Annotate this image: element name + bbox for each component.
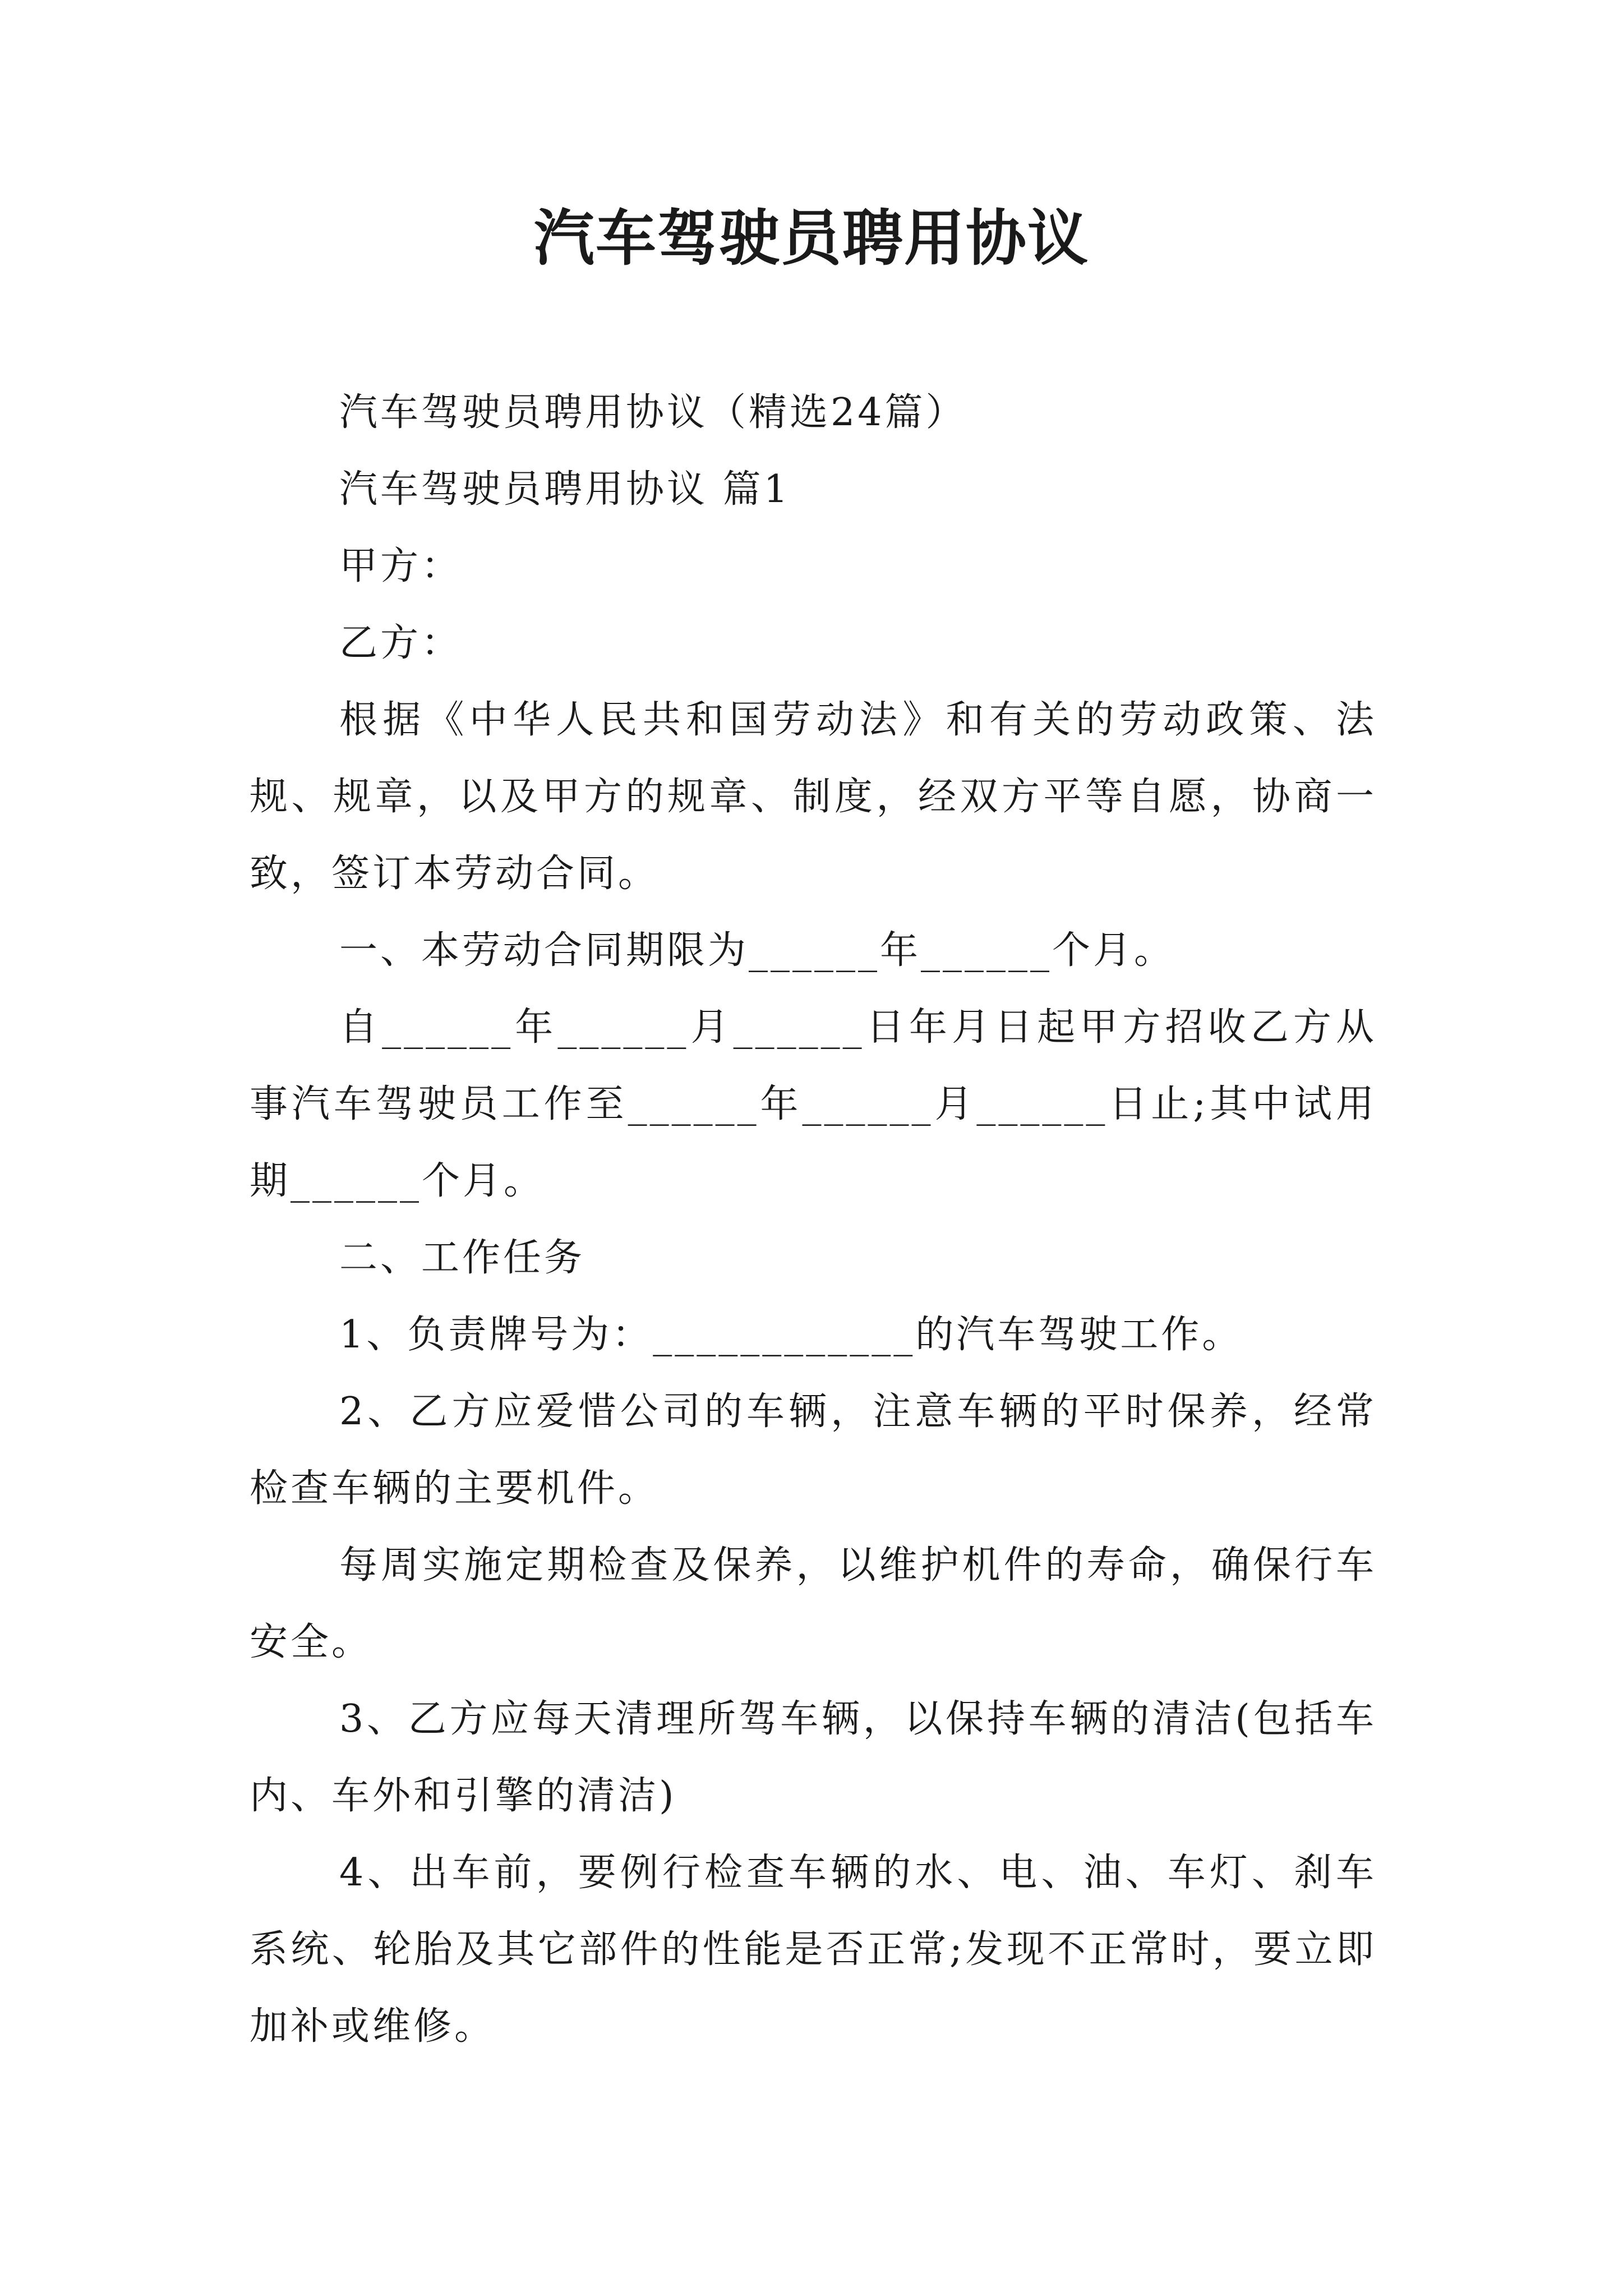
document-body <box>250 374 1377 2065</box>
paragraph-task-3: 3、乙方应每天清理所驾车辆，以保持车辆的清洁(包括车内、车外和引擎的清洁) <box>250 1697 1377 1818</box>
paragraph-section-heading: 汽车驾驶员聘用协议 篇1 <box>339 467 791 512</box>
paragraph-task-2: 2、乙方应爱惜公司的车辆，注意车辆的平时保养，经常检查车辆的主要机件。 <box>250 1389 1377 1511</box>
paragraph-dates: 自______年______月______日年月日起甲方招收乙方从事汽车驾驶员工作至______年______月______日止;其中试用期______个月。 <box>250 1005 1377 1203</box>
paragraph-tasks-heading: 二、工作任务 <box>339 1236 585 1280</box>
paragraph-task-4: 4、出车前，要例行检查车辆的水、电、油、车灯、刹车系统、轮胎及其它部件的性能是否正常;发现不正常时，要立即加补或维修。 <box>250 1851 1377 2049</box>
paragraph-preamble: 根据《中华人民共和国劳动法》和有关的劳动政策、法规、规章，以及甲方的规章、制度，经双方平等自愿，协商一致，签订本劳动合同。 <box>250 698 1377 896</box>
paragraph-party-b: 乙方： <box>339 621 463 665</box>
paragraph-term: 一、本劳动合同期限为______年______个月。 <box>339 928 1175 973</box>
paragraph-party-a: 甲方： <box>339 544 463 588</box>
paragraph-task-2-cont: 每周实施定期检查及保养，以维护机件的寿命，确保行车安全。 <box>250 1543 1377 1664</box>
document-title: 汽车驾驶员聘用协议 <box>533 203 1089 274</box>
paragraph-subtitle: 汽车驾驶员聘用协议（精选24篇） <box>339 390 967 435</box>
paragraph-task-1: 1、负责牌号为：____________的汽车驾驶工作。 <box>339 1313 1243 1357</box>
